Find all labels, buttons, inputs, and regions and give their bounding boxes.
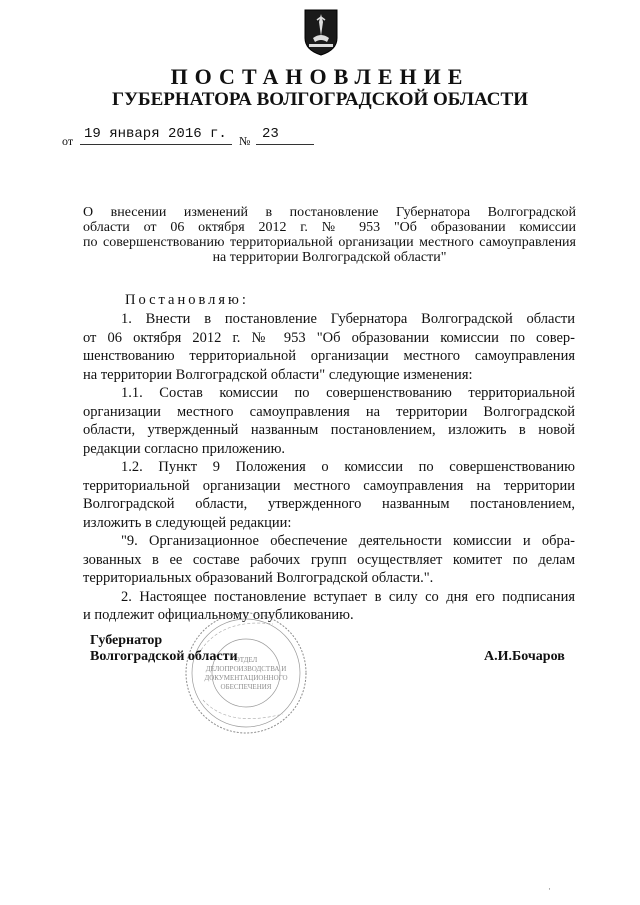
subject-line: области от 06 октября 2012 г. № 953 "Об образовании комиссии	[83, 220, 576, 235]
subject-line: на территории Волгоградской области"	[212, 250, 447, 265]
document-title: ПОСТАНОВЛЕНИЕ	[170, 64, 470, 89]
body-line: 1.2. Пункт 9 Положения о комиссии по совершенствованию	[121, 459, 575, 475]
body-line: территориальных образований Волгоградской области.".	[83, 570, 434, 586]
body-line: "9. Организационное обеспечение деятельности комиссии и обра-	[121, 533, 575, 549]
body-line: организации местного самоуправления на территории Волгоградской	[83, 403, 575, 420]
body-line: на территории Волгоградской области" следующие изменения:	[83, 366, 473, 383]
stamp-seal	[183, 610, 309, 736]
signatory-position	[90, 633, 238, 665]
seal-line: ДОКУМЕНТАЦИОННОГО	[204, 674, 288, 682]
body-line: 1. Внести в постановление Губернатора Волгоградской области	[121, 311, 575, 327]
date-label: от	[62, 134, 74, 148]
body-line: шенствованию территориальной организации местного самоуправления	[83, 348, 575, 364]
body-line: и подлежит официальному опубликованию.	[83, 607, 354, 623]
number-value: 23	[262, 126, 279, 142]
seal-line: ДЕЛОПРОИЗВОДСТВА И	[205, 665, 287, 673]
body-line: зованных в ее составе рабочих групп осуществляет комитет по делам	[83, 551, 575, 568]
coat-of-arms-icon	[303, 8, 339, 56]
subject-line: О внесении изменений в постановление Губернатора Волгоградской	[83, 205, 576, 220]
number-label: №	[239, 134, 251, 148]
body-line: территориальной организации местного самоуправления на территории	[83, 477, 575, 494]
body-line: от 06 октября 2012 г. № 953 "Об образовании комиссии по совер-	[83, 329, 575, 346]
date-value: 19 января 2016 г.	[84, 126, 227, 142]
body-line: Волгоградской области, утвержденного названным постановлением,	[83, 496, 575, 512]
document-subject	[83, 205, 576, 265]
number-underline	[256, 144, 314, 145]
date-underline	[80, 144, 232, 145]
body-line: изложить в следующей редакции:	[83, 514, 292, 531]
subject-line: по совершенствованию территориальной организации местного самоуправления	[83, 235, 576, 250]
decree-word: Постановляю:	[125, 292, 249, 308]
document-body	[83, 310, 575, 625]
seal-line: ОБЕСПЕЧЕНИЯ	[220, 683, 272, 691]
signatory-name: А.И.Бочаров	[484, 649, 565, 664]
body-line: 1.1. Состав комиссии по совершенствованию территориальной	[121, 385, 575, 401]
body-line: редакции согласно приложению.	[83, 440, 286, 457]
position-line: Волгоградской области	[90, 649, 238, 664]
position-line: Губернатор	[90, 633, 163, 648]
document-issuer: ГУБЕРНАТОРА ВОЛГОГРАДСКОЙ ОБЛАСТИ	[112, 89, 528, 110]
body-line: 2. Настоящее постановление вступает в силу со дня его подписания	[121, 588, 575, 605]
body-line: области, утвержденный названным постановлением, изложить в новой	[83, 422, 575, 438]
corner-mark: ·	[548, 884, 551, 894]
seal-line: ОТДЕЛ	[234, 656, 258, 664]
